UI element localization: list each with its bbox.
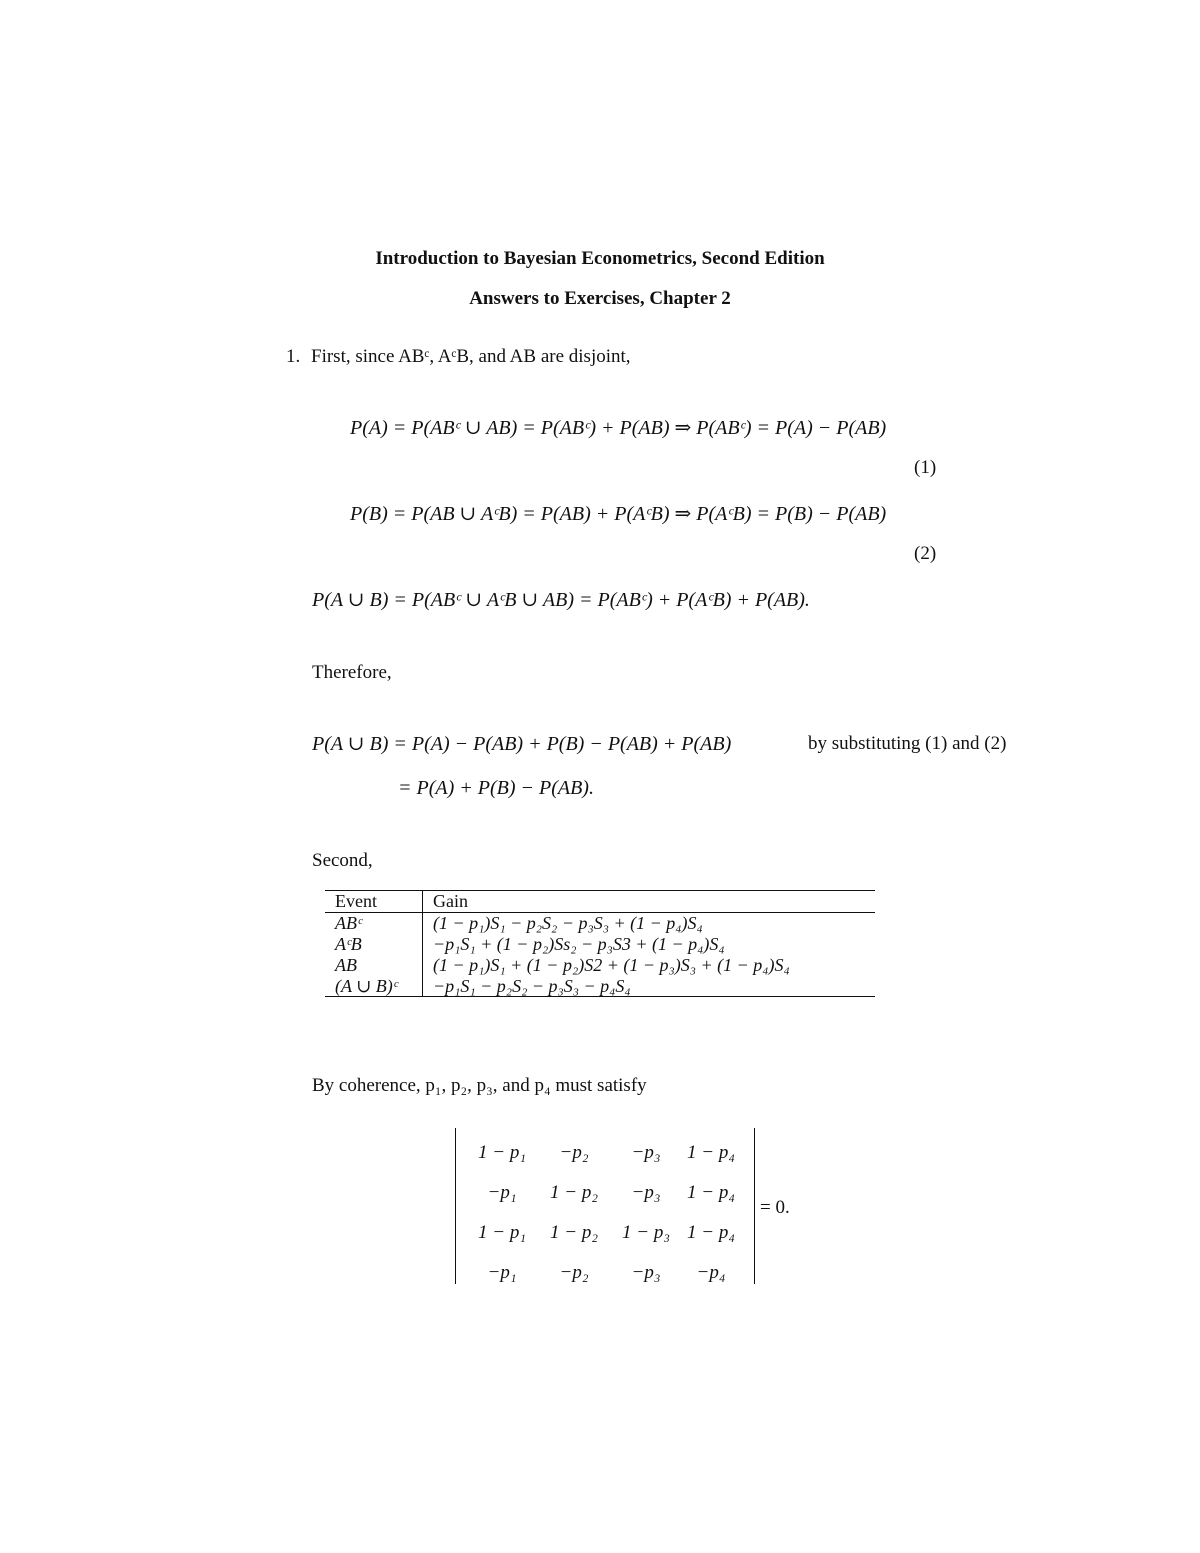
matrix-cell: 1 − p₄ [687, 1142, 735, 1163]
second-text: Second, [312, 850, 373, 871]
matrix-cell: 1 − p₃ [622, 1222, 670, 1243]
matrix-cell: −p₁ [487, 1262, 517, 1283]
document-subtitle: Answers to Exercises, Chapter 2 [469, 288, 731, 309]
matrix-cell: 1 − p₂ [550, 1182, 598, 1203]
header-event: Event [325, 891, 423, 913]
event-cell: (A ∪ B)ᶜ [325, 976, 423, 997]
coherence-text: By coherence, p₁, p₂, p₃, and p₄ must satisfy [312, 1075, 647, 1096]
equation-4-note: by substituting (1) and (2) [808, 733, 1007, 754]
matrix-cell: −p₃ [631, 1182, 661, 1203]
event-cell: AᶜB [325, 934, 423, 955]
gain-cell: −p₁S₁ + (1 − p₂)Ss₂ − p₃S3 + (1 − p₄)S₄ [433, 933, 725, 954]
therefore-text: Therefore, [312, 662, 392, 683]
header-gain: Gain [433, 891, 468, 911]
matrix-cell: −p₁ [487, 1182, 517, 1203]
matrix-cell: −p₃ [631, 1262, 661, 1283]
table-row [325, 912, 875, 933]
matrix-cell: −p₃ [631, 1142, 661, 1163]
equation-2-number: (2) [914, 543, 937, 564]
equation-4: P(A ∪ B) = P(A) − P(AB) + P(B) − P(AB) + P(AB) [312, 733, 732, 755]
gain-cell: (1 − p₁)S₁ − p₂S₂ − p₃S₃ + (1 − p₄)S₄ [433, 912, 703, 933]
determinant-matrix [455, 1128, 755, 1284]
event-cell: AB [325, 955, 423, 976]
matrix-cell: 1 − p₂ [550, 1222, 598, 1243]
exercise-number: 1. [286, 346, 301, 367]
matrix-cell: 1 − p₄ [687, 1182, 735, 1203]
gain-cell: −p₁S₁ − p₂S₂ − p₃S₃ − p₄S₄ [433, 975, 631, 996]
determinant-rhs: = 0. [760, 1197, 790, 1218]
document-title: Introduction to Bayesian Econometrics, Second Edition [375, 248, 825, 269]
exercise-intro: First, since ABᶜ, AᶜB, and AB are disjoint, [311, 346, 631, 367]
equation-2: P(B) = P(AB ∪ AᶜB) = P(AB) + P(AᶜB) ⇒ P(AᶜB) = P(B) − P(AB) [350, 503, 887, 525]
table-row [325, 976, 875, 997]
equation-3: P(A ∪ B) = P(ABᶜ ∪ AᶜB ∪ AB) = P(ABᶜ) + P(AᶜB) + P(AB). [312, 589, 810, 611]
table-header-row [325, 891, 875, 913]
equation-1-number: (1) [914, 457, 937, 478]
event-cell: ABᶜ [325, 912, 423, 933]
gain-table [325, 890, 875, 997]
matrix-cell: −p₄ [696, 1262, 726, 1283]
equation-5: = P(A) + P(B) − P(AB). [398, 777, 594, 799]
table-row [325, 955, 875, 976]
matrix-cell: −p₂ [559, 1262, 589, 1283]
equation-1: P(A) = P(ABᶜ ∪ AB) = P(ABᶜ) + P(AB) ⇒ P(ABᶜ) = P(A) − P(AB) [350, 417, 887, 439]
matrix-cell: 1 − p₄ [687, 1222, 735, 1243]
matrix-cell: −p₂ [559, 1142, 589, 1163]
matrix-cell: 1 − p₁ [478, 1142, 526, 1163]
gain-cell: (1 − p₁)S₁ + (1 − p₂)S2 + (1 − p₃)S₃ + (1 − p₄)S₄ [433, 954, 790, 975]
table-row [325, 934, 875, 955]
matrix-cell: 1 − p₁ [478, 1222, 526, 1243]
